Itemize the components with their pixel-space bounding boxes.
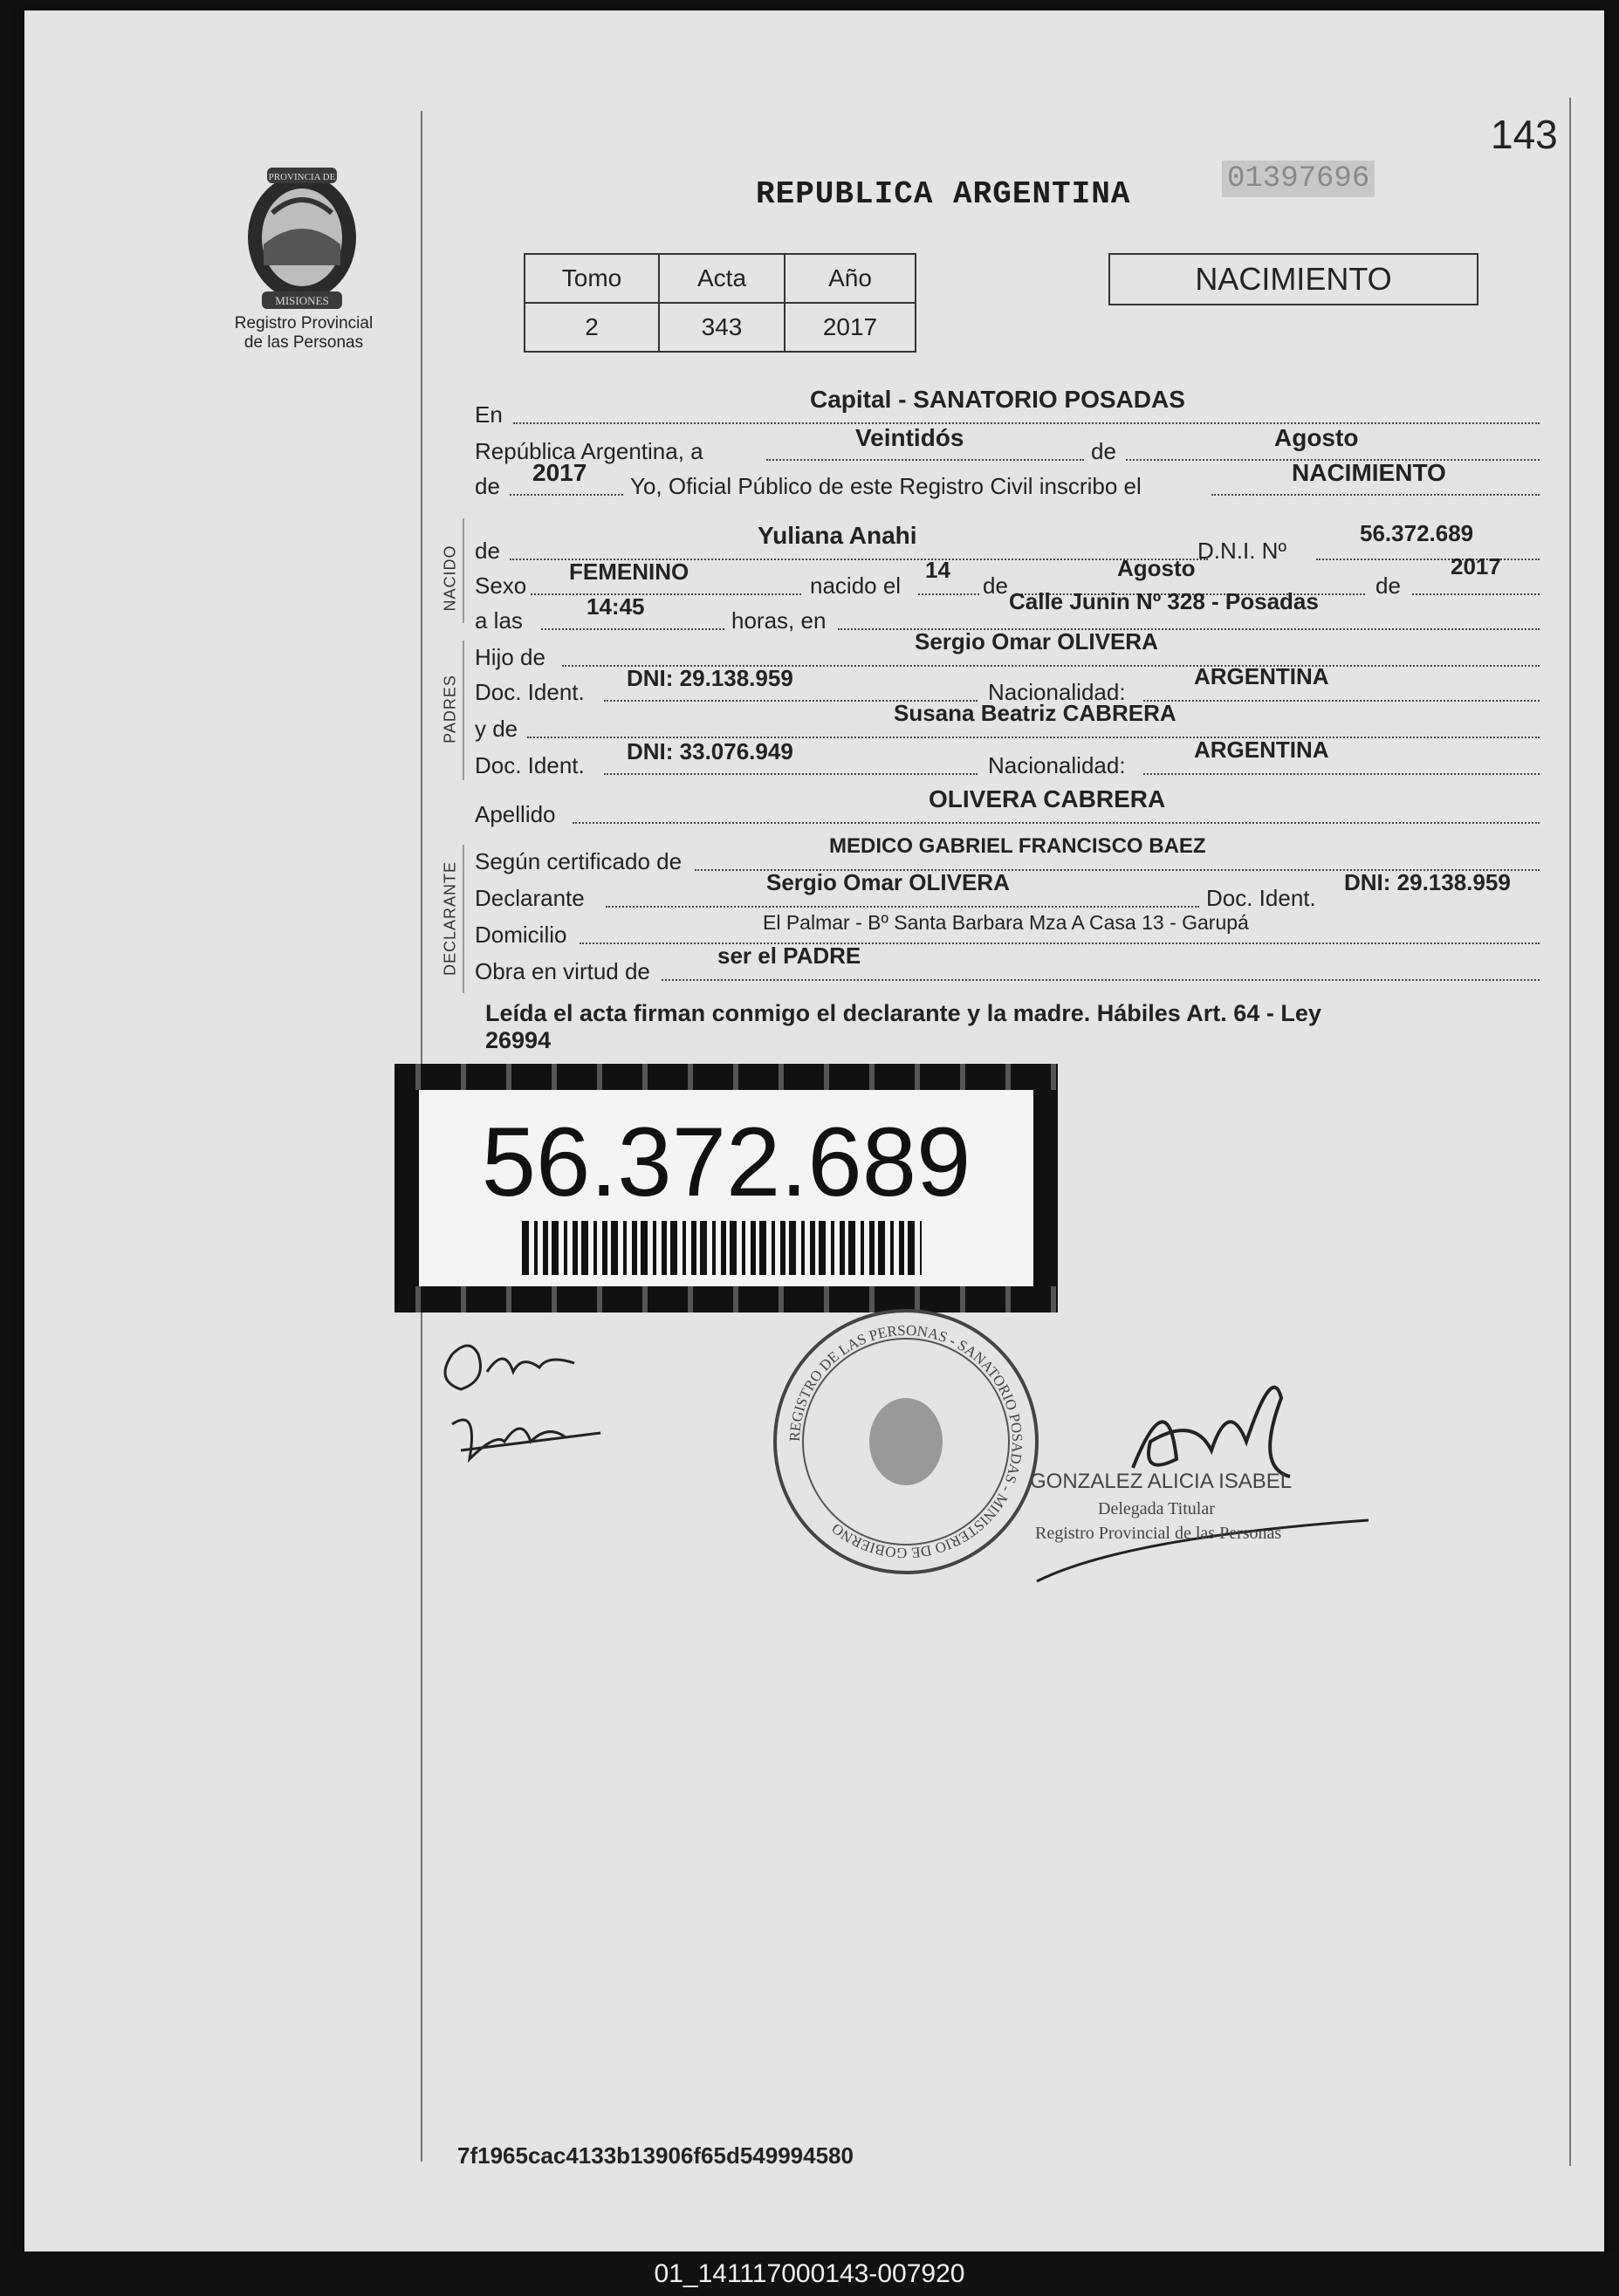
value-acta: 343 (659, 303, 785, 352)
section-divider (463, 641, 464, 780)
section-declarante-label: DECLARANTE (441, 860, 459, 977)
declarant-doc: DNI: 29.138.959 (1344, 869, 1511, 895)
dotted-line (573, 822, 1540, 824)
obra-label: Obra en virtud de (475, 958, 650, 984)
birth-day: 14 (925, 557, 950, 583)
mother-nationality: ARGENTINA (1194, 737, 1329, 763)
certificado-label: Según certificado de (475, 848, 683, 874)
dotted-line (604, 773, 978, 775)
record-type-box: NACIMIENTO (1108, 253, 1478, 305)
dotted-line (1316, 559, 1540, 560)
registry-line-1: Registro Provincial (234, 314, 374, 332)
stamp-text: REGISTRO DE LAS PERSONAS - SANATORIO POSADAS - MINISTERIO DE GOBIERNO (785, 1321, 1026, 1562)
record-header-row (525, 254, 916, 303)
seal-top-text: PROVINCIA DE (268, 172, 336, 182)
apellido-label: Apellido (475, 801, 556, 827)
hijo-label: Hijo de (475, 644, 545, 670)
child-surname: OLIVERA CABRERA (929, 785, 1166, 812)
nacionalidad-label: Nacionalidad: (988, 679, 1126, 705)
oficial-text: Yo, Oficial Público de este Registro Civil inscribo el (630, 473, 1142, 499)
dotted-line (1143, 773, 1540, 775)
dotted-line (541, 628, 724, 630)
header-acta: Acta (659, 254, 785, 303)
republica-label: República Argentina, a (475, 438, 703, 464)
header-anio: Año (785, 254, 916, 303)
value-anio: 2017 (785, 303, 916, 352)
dotted-line (606, 906, 1199, 908)
provincial-seal-icon (232, 161, 372, 318)
official-office: Registro Provincial de las Personas (1035, 1524, 1282, 1543)
dni-sticker (394, 1064, 1058, 1312)
record-table (524, 253, 916, 353)
document-hash: 7f1965cac4133b13906f65d549994580 (457, 2142, 854, 2169)
de-label: de (1091, 438, 1116, 464)
yde-label: y de (475, 716, 518, 742)
section-divider (463, 518, 464, 623)
dotted-line (1143, 700, 1540, 702)
mother-name: Susana Beatriz CABRERA (894, 700, 1177, 726)
official-stamp-icon (758, 1293, 1054, 1590)
seal-bottom-text: MISIONES (275, 294, 329, 307)
nacido-label: nacido el (810, 572, 902, 599)
child-sex: FEMENINO (569, 559, 689, 585)
value-tomo: 2 (525, 303, 659, 352)
dotted-line (662, 979, 1540, 981)
dotted-line (510, 494, 623, 496)
legal-note-line-1: Leída el acta firman conmigo el declarante y la madre. Hábiles Art. 64 - Ley (485, 1000, 1321, 1026)
declarant-name: Sergio Omar OLIVERA (766, 869, 1010, 895)
de-label: de (475, 473, 500, 499)
registry-caption (208, 314, 400, 353)
de-label: de (1375, 572, 1401, 599)
medical-certifier: MEDICO GABRIEL FRANCISCO BAEZ (829, 834, 1206, 858)
alas-label: a las (475, 607, 523, 634)
mother-doc: DNI: 33.076.949 (627, 738, 793, 764)
father-nationality: ARGENTINA (1194, 663, 1329, 689)
header-tomo: Tomo (525, 254, 659, 303)
declarant-address: El Palmar - Bº Santa Barbara Mza A Casa 13 - Garupá (763, 911, 1249, 934)
domicilio-label: Domicilio (475, 922, 567, 948)
registration-year: 2017 (532, 459, 587, 486)
de-label: de (983, 572, 1008, 599)
father-doc: DNI: 29.138.959 (627, 665, 793, 691)
signature-declarant-icon (426, 1319, 653, 1494)
section-divider (463, 845, 464, 993)
sticker-pattern-top (394, 1064, 1058, 1090)
sticker-number: 56.372.689 (481, 1107, 971, 1217)
registration-month: Agosto (1274, 424, 1359, 451)
birth-time: 14:45 (587, 593, 645, 620)
doc-label: Doc. Ident. (1206, 885, 1316, 911)
section-padres-label: PADRES (441, 675, 459, 744)
official-name: GONZALEZ ALICIA ISABEL (1030, 1470, 1293, 1493)
de-label: de (475, 538, 500, 564)
nacionalidad-label: Nacionalidad: (988, 752, 1126, 778)
country-title: REPUBLICA ARGENTINA (756, 176, 1131, 212)
declarant-relation: ser el PADRE (717, 942, 861, 969)
doc-label: Doc. Ident. (475, 752, 585, 778)
dotted-line (531, 593, 801, 595)
barcode-icon (522, 1221, 922, 1275)
father-name: Sergio Omar OLIVERA (915, 628, 1158, 655)
section-nacido-label: NACIDO (441, 545, 459, 612)
declarante-label: Declarante (475, 885, 585, 911)
legal-note-line-2: 26994 (485, 1027, 552, 1053)
dotted-line (918, 593, 979, 595)
file-identifier: 01_141117000143-007920 (0, 2251, 1619, 2296)
dotted-line (1412, 593, 1540, 595)
child-name: Yuliana Anahi (758, 522, 917, 549)
en-label: En (475, 401, 503, 428)
registry-line-2: de las Personas (244, 333, 364, 352)
serial-number: 01397696 (1222, 161, 1375, 197)
page-number: 143 (1491, 112, 1558, 157)
horas-label: horas, en (731, 607, 827, 634)
record-value-row (525, 303, 916, 352)
legal-note (485, 1000, 1550, 1054)
birth-place: Calle Junin Nº 328 - Posadas (1009, 588, 1319, 614)
child-dni: 56.372.689 (1360, 520, 1474, 546)
dotted-line (1211, 494, 1540, 496)
place-of-registration: Capital - SANATORIO POSADAS (810, 386, 1185, 413)
right-margin-line (1569, 98, 1571, 2166)
doc-label: Doc. Ident. (475, 679, 585, 705)
certificate-page (24, 10, 1604, 2251)
birth-year: 2017 (1451, 553, 1501, 579)
dotted-line (766, 459, 1084, 461)
inscription-type: NACIMIENTO (1292, 459, 1446, 486)
birth-month: Agosto (1117, 555, 1196, 581)
sticker-label (419, 1090, 1033, 1286)
sexo-label: Sexo (475, 572, 527, 599)
official-title: Delegada Titular (1098, 1499, 1215, 1518)
dotted-line (513, 422, 1540, 424)
dni-label: D.N.I. Nº (1197, 538, 1286, 564)
registration-day: Veintidós (855, 424, 964, 451)
